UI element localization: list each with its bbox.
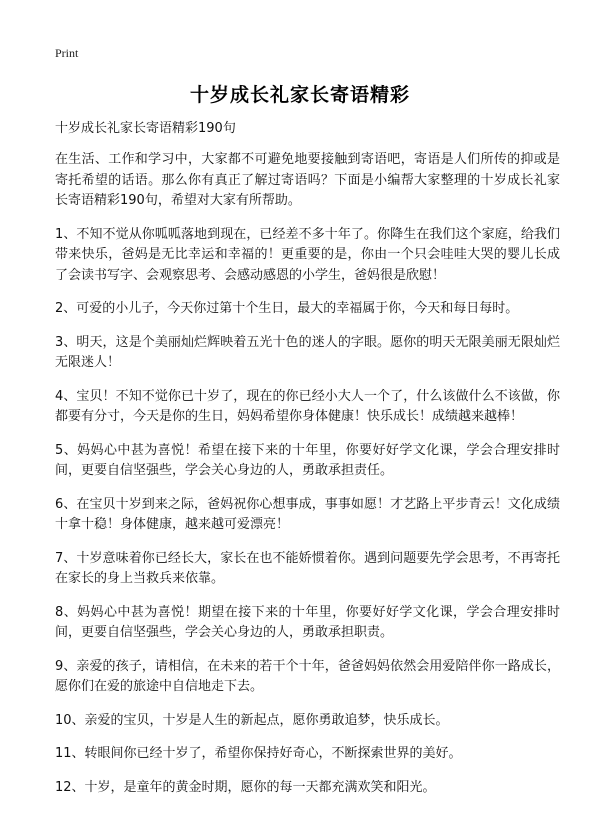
message-item-6: 6、在宝贝十岁到来之际，爸妈祝你心想事成，事事如愿！才艺路上平步青云！文化成绩十拿十稳！身体健康，越来越可爱漂亮！ (55, 496, 560, 532)
message-item-10: 10、亲爱的宝贝，十岁是人生的新起点，愿你勇敢追梦，快乐成长。 (55, 712, 449, 728)
message-item-4: 4、宝贝！不知不觉你已十岁了，现在的你已经小大人一个了，什么该做什么不该做，你都要有分寸，今天是你的生日，妈妈希望你身体健康！快乐成长！成绩越来越棒！ (55, 388, 560, 424)
message-item-2: 2、可爱的小儿子，今天你过第十个生日，最大的幸福属于你，今天和每日每时。 (55, 301, 519, 316)
document-subtitle: 十岁成长礼家长寄语精彩190句 (55, 121, 236, 136)
message-item-3: 3、明天，这是个美丽灿烂辉映着五光十色的迷人的字眼。愿你的明天无限美丽无限灿烂无限迷人！ (55, 334, 560, 370)
print-label: Print (55, 46, 79, 60)
page-title: 十岁成长礼家长寄语精彩 (189, 84, 410, 106)
message-item-11: 11、转眼间你已经十岁了，希望你保持好奇心，不断探索世界的美好。 (55, 746, 462, 761)
message-item-7: 7、十岁意味着你已经长大，家长在也不能娇惯着你。遇到问题要先学会思考，不再寄托在家长的身上当救兵来依靠。 (55, 550, 560, 586)
message-item-12: 12、十岁，是童年的黄金时期，愿你的每一天都充满欢笑和阳光。 (55, 779, 436, 795)
message-item-1: 1、不知不觉从你呱呱落地到现在，已经差不多十年了。你降生在我们这个家庭，给我们带来快乐，爸妈是无比幸运和幸福的！更重要的是，你由一个只会哇哇大哭的婴儿长成了会读书写字、会观察思考、会感动感恩的小学生，爸妈很是欣慰！ (55, 226, 560, 283)
document-body (55, 120, 560, 811)
message-item-5: 5、妈妈心中甚为喜悦！希望在接下来的十年里，你要好好学文化课，学会合理安排时间，更要自信坚强些，学会关心身边的人，勇敢承担责任。 (55, 442, 560, 478)
intro-paragraph: 在生活、工作和学习中，大家都不可避免地要接触到寄语吧，寄语是人们所传的抑或是寄托希望的话语。那么你有真正了解过寄语吗？下面是小编帮大家整理的十岁成长礼家长寄语精彩190句，希望对大家有所帮助。 (55, 152, 560, 208)
message-item-9: 9、亲爱的孩子，请相信，在未来的若干个十年，爸爸妈妈依然会用爱陪伴你一路成长，愿你们在爱的旅途中自信地走下去。 (55, 658, 560, 694)
message-item-8: 8、妈妈心中甚为喜悦！期望在接下来的十年里，你要好好学文化课，学会合理安排时间，更要自信坚强些，学会关心身边的人，勇敢承担职责。 (55, 604, 560, 640)
